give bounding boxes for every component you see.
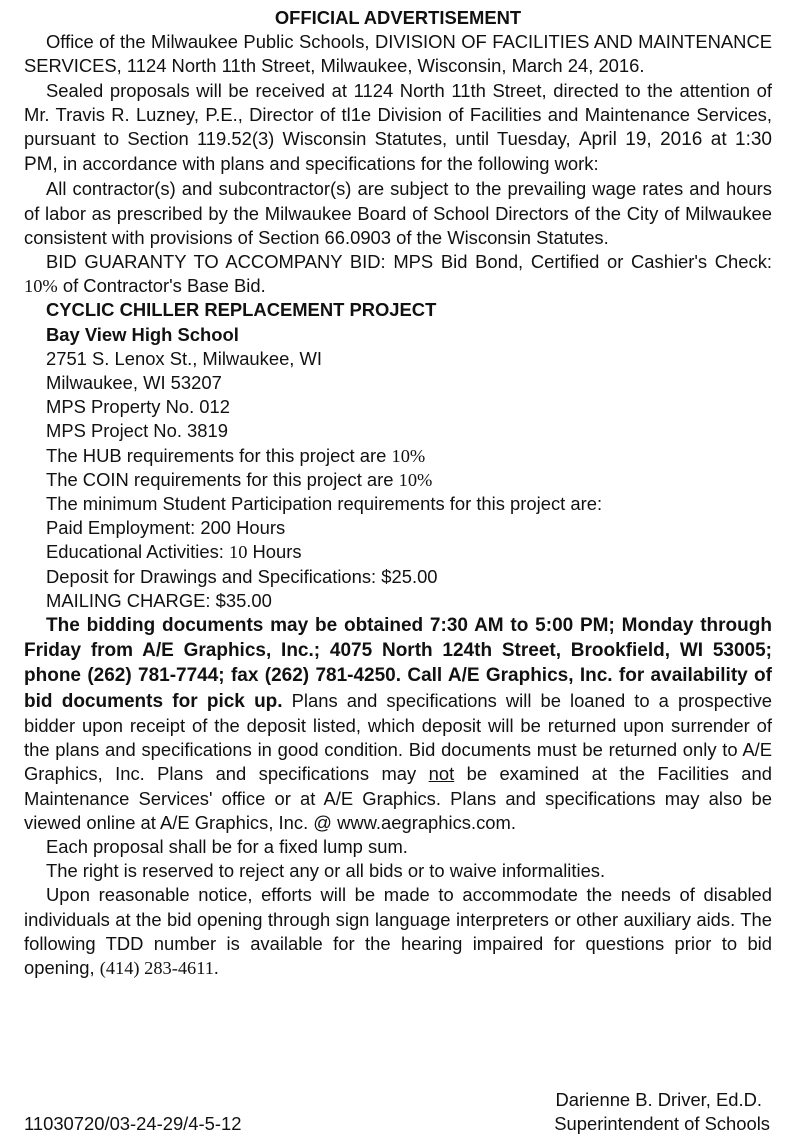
coin-percent: 10% bbox=[398, 469, 433, 490]
signer-name: Darienne B. Driver, Ed.D. bbox=[555, 1088, 762, 1110]
mailing-charge: MAILING CHARGE: $35.00 bbox=[46, 589, 272, 611]
accessibility-paragraph bbox=[24, 883, 772, 980]
lump-sum-paragraph: Each proposal shall be for a fixed lump sum. bbox=[46, 835, 408, 857]
educational-label: Educational Activities: bbox=[46, 541, 224, 563]
accessibility-text: Upon reasonable notice, efforts will be made to accommodate the needs of disabled individuals at the bid opening through sign language interpreters or other auxiliary aids. The following TDD number is available for the hearing impaired for questions prior to bid opening, bbox=[24, 884, 772, 978]
bid-deadline: April 19, 2016 at 1:30 PM, bbox=[24, 129, 772, 176]
sealed-proposals-text: Sealed proposals will be received at 1124 North 11th Street, directed to the attention of Mr. Travis R. Luzney, P.E., Director of tl1e Division of Facilities and Maintenance Services, pursuant to Section 119.52(3) Wisconsin Statutes, until Tuesday, bbox=[24, 79, 772, 150]
property-number: MPS Property No. 012 bbox=[46, 396, 230, 418]
bid-guaranty-text: BID GUARANTY TO ACCOMPANY BID: MPS Bid Bond, Certified or Cashier's Check: bbox=[46, 251, 772, 273]
hub-requirement bbox=[24, 444, 772, 468]
tdd-number: (414) 283-4611. bbox=[99, 957, 219, 978]
project-number: MPS Project No. 3819 bbox=[46, 420, 228, 442]
school-name: Bay View High School bbox=[46, 323, 239, 345]
prevailing-wage-paragraph: All contractor(s) and subcontractor(s) are subject to the prevailing wage rates and hours of labor as prescribed by the Milwaukee Board of School Directors of the City of Milwaukee consistent with provisions of Section 66.0903 of the Wisconsin Statutes. bbox=[24, 178, 772, 248]
school-street: 2751 S. Lenox St., Milwaukee, WI bbox=[46, 347, 322, 369]
bid-guaranty-text-end: of Contractor's Base Bid. bbox=[62, 275, 266, 297]
coin-requirement bbox=[24, 468, 772, 492]
bidding-documents-text-end: be examined at the Facilities and Maintenance Services' office or at A/E Graphics. Plans and specifications may also be viewed online at A/E Graphics, Inc. @ www.aegraphics.com. bbox=[24, 763, 772, 833]
office-paragraph: Office of the Milwaukee Public Schools, DIVISION OF FACILITIES AND MAINTENANCE SERVICES, 1124 North 11th Street, Milwaukee, Wisconsin, March 24, 2016. bbox=[24, 31, 772, 77]
not-emphasis: not bbox=[428, 763, 455, 785]
signer-title: Superintendent of Schools bbox=[554, 1112, 770, 1134]
signature-block bbox=[554, 1088, 770, 1136]
bidding-documents-bold: The bidding documents may be obtained 7:30 AM to 5:00 PM; Monday through Friday from A/E Graphics, Inc.; 4075 North 124th Street, Brookfield, WI 53005; phone (262) 781-7744; fax (262) 781-4250. Call A/E Graphics, Inc. for availability of bid documents for pick up. bbox=[24, 615, 772, 712]
bid-guaranty-percent: 10% bbox=[24, 276, 58, 297]
hub-percent: 10% bbox=[391, 445, 426, 466]
school-city: Milwaukee, WI 53207 bbox=[46, 372, 222, 394]
paid-employment: Paid Employment: 200 Hours bbox=[46, 517, 286, 539]
deposit-line: Deposit for Drawings and Specifications: $25.00 bbox=[46, 565, 438, 587]
page-title: OFFICIAL ADVERTISEMENT bbox=[274, 7, 522, 28]
bid-guaranty-paragraph bbox=[24, 250, 772, 298]
student-participation: The minimum Student Participation requirements for this project are: bbox=[46, 493, 603, 515]
educational-hours-unit: Hours bbox=[252, 541, 302, 563]
educational-activities bbox=[24, 540, 772, 564]
educational-hours-number: 10 bbox=[229, 542, 248, 563]
project-name: CYCLIC CHILLER REPLACEMENT PROJECT bbox=[46, 299, 437, 321]
ad-number: 11030720/03-24-29/4-5-12 bbox=[24, 1112, 242, 1134]
hub-label: The HUB requirements for this project are bbox=[46, 444, 387, 466]
coin-label: The COIN requirements for this project are bbox=[46, 468, 394, 490]
sealed-proposals-text-end: in accordance with plans and specifications for the following work: bbox=[62, 153, 599, 175]
bidding-documents-text: Plans and specifications will be loaned to a prospective bidder upon receipt of the deposit listed, which deposit will be returned upon surrender of the plans and specifications in good condition. Bid documents must be returned only to A/E Graphics, Inc. Plans and specifications may bbox=[24, 689, 772, 785]
right-reserved-paragraph: The right is reserved to reject any or all bids or to waive informalities. bbox=[46, 860, 606, 882]
sealed-proposals-paragraph bbox=[24, 79, 772, 178]
bidding-documents-paragraph bbox=[24, 613, 772, 835]
